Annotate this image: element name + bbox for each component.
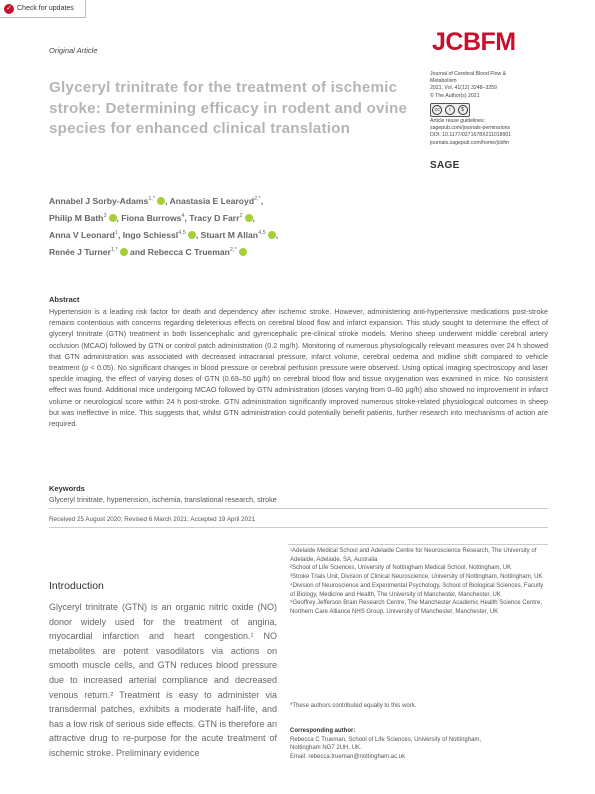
by-icon: i — [445, 105, 455, 115]
author-separator: , — [184, 212, 190, 223]
publisher-logo — [430, 160, 460, 171]
author-name: Anna V Leonard — [49, 229, 115, 240]
equal-contribution-note: *These authors contributed equally to this work. — [290, 703, 417, 709]
author-name: Philip M Bath — [49, 212, 104, 223]
doi-link[interactable]: DOI: 10.1177/0271678X211018901 — [430, 132, 512, 139]
orcid-icon[interactable] — [120, 248, 128, 256]
author-affiliation-marker: 2 — [239, 213, 243, 220]
author-name: Annabel J Sorby-Adams — [49, 195, 149, 206]
creative-commons-badge — [430, 103, 470, 117]
author-separator: , — [195, 229, 201, 240]
abstract-heading: Abstract — [49, 295, 80, 304]
journal-meta-line: © The Author(s) 2021 — [430, 92, 480, 99]
sage-logo-text: SAGE — [430, 160, 460, 171]
author-affiliation-marker: 1,* — [110, 247, 118, 254]
orcid-icon[interactable] — [245, 214, 253, 222]
author-name: Rebecca C Trueman — [147, 247, 230, 258]
check-updates-icon: ✓ — [4, 4, 14, 14]
orcid-icon[interactable] — [188, 231, 196, 239]
author-separator: , — [117, 229, 123, 240]
article-title: Glyceryl trinitrate for the treatment of ischemic stroke: Determining efficacy in rodent and ovine species for enhanced clinical translation — [49, 79, 408, 137]
affiliation: ⁴Division of Neuroscience and Experimental Psychology, School of Biological Sciences, Faculty of Biology, Medicine and Health, The University of Manchester, Manchester, UK — [290, 582, 544, 598]
nc-icon: $ — [458, 105, 468, 115]
corresponding-author-line: Nottingham NG7 2UH, UK. — [290, 745, 362, 752]
orcid-icon[interactable] — [239, 248, 247, 256]
orcid-icon[interactable] — [157, 197, 165, 205]
affiliation: ²School of Life Sciences, University of Nottingham Medical School, Nottingham, UK — [290, 565, 512, 572]
check-updates-label: Check for updates — [17, 5, 74, 12]
author-separator: , — [165, 195, 170, 206]
journal-meta-link[interactable]: sagepub.com/journals-permissions — [430, 125, 511, 132]
journal-meta-links — [430, 118, 554, 147]
author-name: Anastasia E Learoyd — [169, 195, 255, 206]
author-name: Ingo Schiessl — [122, 229, 179, 240]
article-type: Original Article — [49, 46, 98, 55]
divider — [288, 544, 548, 545]
author-affiliation-marker: 3 — [103, 213, 107, 220]
author-list — [49, 192, 379, 260]
corresponding-author-label: Corresponding author: — [290, 728, 356, 734]
divider — [49, 527, 548, 528]
orcid-icon[interactable] — [268, 229, 279, 240]
affiliation: ¹Adelaide Medical School and Adelaide Centre for Neuroscience Research, The University of Adelaide, Adelaide, SA, Australia — [290, 548, 537, 563]
divider — [49, 508, 548, 509]
journal-meta-line: Metabolism — [430, 78, 457, 85]
author-separator: and — [127, 247, 148, 258]
article-dates: Received 25 August 2020; Revised 6 March 2021; Accepted 19 April 2021 — [49, 516, 256, 523]
affiliations — [290, 547, 548, 617]
author-affiliation-marker: 1 — [114, 230, 118, 237]
affiliation: ³Stroke Trials Unit, Division of Clinical Neuroscience, University of Nottingham, Nottingham, UK — [290, 574, 543, 581]
author-affiliation-marker: 2,* — [254, 196, 261, 202]
author-name: Renée J Turner — [49, 247, 111, 258]
orcid-icon[interactable] — [109, 214, 117, 222]
affiliation: ⁵Geoffrey Jefferson Brain Research Centre, The Manchester Academic Health Science Centre, Northern Care Alliance NHS Group, University of Manchester, Manchester, UK — [290, 600, 542, 615]
introduction-text: Glyceryl trinitrate (GTN) is an organic nitric oxide (NO) donor widely used for the treatment of angina, myocardial infarction and heart congestion.¹ NO metabolites are potent vasodilators via actions on smooth muscle cells, and GTN reduces blood pressure due to increased arterial compliance and decreased venous return.² Treatment is easy to administer via transdermal patches, exhibits a moderate half-life, and has a low risk of serious side effects. GTN is therefore an attractive drug to re-purpose for the acute treatment of ischemic stroke. Preliminary evidence — [49, 602, 277, 758]
author-affiliation-marker: 4,5 — [258, 230, 266, 237]
author-affiliation-marker: 4 — [181, 213, 185, 220]
journal-home-link[interactable]: journals.sagepub.com/home/jcbfm — [430, 139, 510, 146]
author-name: Tracy D Farr — [189, 212, 240, 223]
author-affiliation-marker: 1,* — [148, 196, 156, 202]
author-name: Stuart M Allan — [200, 229, 259, 240]
journal-logo: JCBFM — [432, 28, 516, 56]
journal-meta-line: 2021, Vol. 41(12) 3248–3259 — [430, 85, 497, 92]
keywords-heading: Keywords — [49, 484, 85, 493]
author-separator: , — [275, 229, 279, 240]
introduction-heading: Introduction — [49, 580, 104, 592]
author-separator: , — [260, 195, 264, 206]
corresponding-author-line: Rebecca C Trueman, School of Life Sciences, University of Nottingham, — [290, 736, 482, 743]
author-affiliation-marker: 2,* — [229, 247, 237, 254]
journal-meta-line: Journal of Cerebral Blood Flow & — [430, 71, 507, 77]
abstract-text: Hypertension is a leading risk factor for death and dependency after ischemic stroke. However, administering anti-hypertensive medications post-stroke remains contentious with concerns regarding deleterious effects on cerebral blood flow and infarct expansion. This study sought to determine the effect of glyceryl trinitrate (GTN) treatment in both lissencephalic and gyrencephalic pre-clinical stroke models. Merino sheep underwent middle cerebral artery occlusion (MCAO) followed by GTN or control patch administration (0.2 mg/h). Monitoring of numerous physiologically relevant measures over 24 h showed that GTN administration was associated with decreased intracranial pressure, infarct volume, cerebral oedema and midline shift compared to vehicle treatment (p < 0.05). No significant changes in blood pressure or cerebral perfusion pressure were observed. Using optical imaging spectroscopy and laser speckle imaging, the effect of varying doses of GTN (0.69–50 μg/h) on cerebral blood flow and tissue oxygenation was examined in mice. No consistent effect was found. Additional mice undergoing MCAO followed by GTN administration (doses varying from 0–60 μg/h) also showed no improvement in infarct volume or neurological score within 24 h post-stroke. GTN administration significantly improved numerous stroke-related physiological outcomes in sheep but was ineffective in mice. This suggests that, whilst GTN administration could potentially benefit patients, further research into mechanisms of action are required. — [49, 307, 548, 429]
author-separator: , — [116, 212, 122, 223]
cc-icon: cc — [432, 105, 442, 115]
journal-meta — [430, 71, 550, 100]
corresponding-author-email[interactable]: Email: rebecca.trueman@nottingham.ac.uk — [290, 754, 406, 761]
author-affiliation-marker: 4,5 — [178, 230, 186, 237]
corresponding-author — [290, 727, 548, 762]
check-for-updates-badge[interactable] — [0, 0, 86, 18]
author-name: Fiona Burrows — [121, 212, 182, 223]
journal-meta-line: Article reuse guidelines: — [430, 118, 486, 124]
author-separator: , — [252, 212, 255, 223]
keywords-text: Glyceryl trinitrate, hypertension, ischemia, translational research, stroke — [49, 495, 277, 504]
